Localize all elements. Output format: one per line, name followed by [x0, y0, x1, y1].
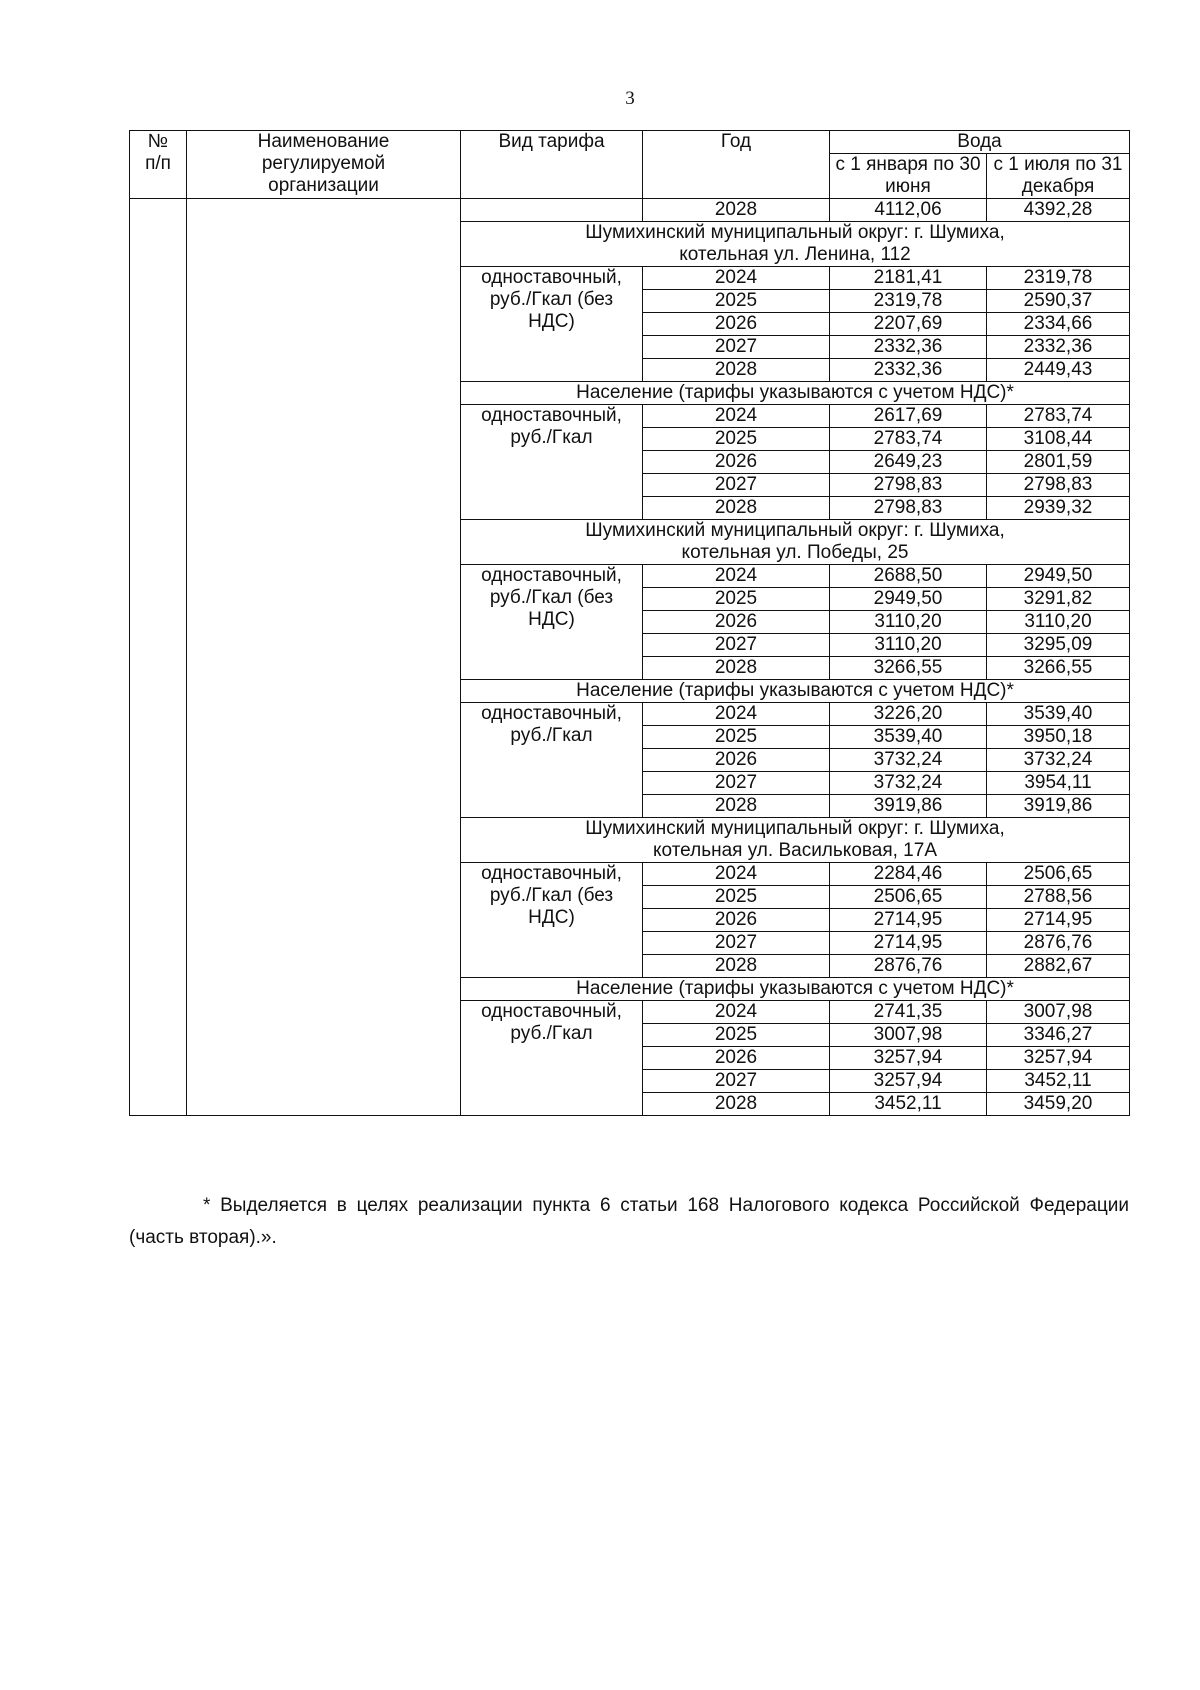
cell-value-2: 2801,59 [987, 451, 1130, 474]
cell-value-2: 2798,83 [987, 474, 1130, 497]
page-number: 3 [625, 88, 635, 109]
section-title: Шумихинский муниципальный округ: г. Шумиха, котельная ул. Ленина, 112 [461, 222, 1130, 267]
cell-value-1: 2949,50 [830, 588, 987, 611]
cell-value-2: 2939,32 [987, 497, 1130, 520]
header-row [130, 131, 1130, 154]
cell-org [187, 199, 461, 1116]
tariff-type-label: одноставочный, руб./Гкал [461, 1001, 643, 1116]
header-org: Наименование регулируемой организации [187, 131, 461, 199]
cell-value-2: 3954,11 [987, 772, 1130, 795]
cell-value-2: 3108,44 [987, 428, 1130, 451]
header-period-2: с 1 июля по 31 декабря [987, 154, 1130, 199]
cell-value-2: 2334,66 [987, 313, 1130, 336]
cell-value-2: 3459,20 [987, 1093, 1130, 1116]
section-title: Шумихинский муниципальный округ: г. Шумиха, котельная ул. Васильковая, 17А [461, 818, 1130, 863]
cell-value-2: 2949,50 [987, 565, 1130, 588]
cell-value-2: 2788,56 [987, 886, 1130, 909]
cell-value-2: 3266,55 [987, 657, 1130, 680]
cell-year: 2026 [643, 451, 830, 474]
tariff-type-label: одноставочный, руб./Гкал (без НДС) [461, 267, 643, 382]
cell-year: 2028 [643, 497, 830, 520]
header-water: Вода [830, 131, 1130, 154]
cell-value-1: 3539,40 [830, 726, 987, 749]
cell-value-1: 2688,50 [830, 565, 987, 588]
cell-value-1: 2876,76 [830, 955, 987, 978]
cell-year: 2028 [643, 657, 830, 680]
cell-value-2: 3539,40 [987, 703, 1130, 726]
tariff-table [129, 130, 1130, 1116]
cell-value-2: 3110,20 [987, 611, 1130, 634]
cell-year: 2026 [643, 611, 830, 634]
cell-value-1: 2207,69 [830, 313, 987, 336]
section-title: Шумихинский муниципальный округ: г. Шумиха, котельная ул. Победы, 25 [461, 520, 1130, 565]
cell-value-1: 2617,69 [830, 405, 987, 428]
cell-value-1: 3732,24 [830, 772, 987, 795]
cell-value-2: 2319,78 [987, 267, 1130, 290]
cell-value-2: 2882,67 [987, 955, 1130, 978]
cell-year: 2024 [643, 1001, 830, 1024]
cell-year: 2026 [643, 749, 830, 772]
header-year: Год [643, 131, 830, 199]
cell-value-1: 3110,20 [830, 634, 987, 657]
cell-value-1: 2506,65 [830, 886, 987, 909]
cell-year: 2028 [643, 1093, 830, 1116]
cell-value-1: 3266,55 [830, 657, 987, 680]
cell-year: 2025 [643, 726, 830, 749]
cell-value-2: 3919,86 [987, 795, 1130, 818]
cell-year: 2026 [643, 313, 830, 336]
cell-value-1: 4112,06 [830, 199, 987, 222]
group-heading: Население (тарифы указываются с учетом НДС)* [461, 382, 1130, 405]
cell-value-1: 2798,83 [830, 474, 987, 497]
cell-year: 2027 [643, 634, 830, 657]
cell-value-2: 3291,82 [987, 588, 1130, 611]
cell-year: 2027 [643, 1070, 830, 1093]
cell-value-1: 2741,35 [830, 1001, 987, 1024]
cell-year: 2025 [643, 1024, 830, 1047]
cell-value-2: 3295,09 [987, 634, 1130, 657]
cell-year: 2024 [643, 267, 830, 290]
cell-value-2: 2332,36 [987, 336, 1130, 359]
cell-year: 2027 [643, 336, 830, 359]
cell-value-1: 3732,24 [830, 749, 987, 772]
cell-value-1: 2319,78 [830, 290, 987, 313]
cell-value-2: 2449,43 [987, 359, 1130, 382]
table-row [130, 199, 1130, 222]
cell-year: 2028 [643, 359, 830, 382]
tariff-type-label: одноставочный, руб./Гкал (без НДС) [461, 863, 643, 978]
group-heading: Население (тарифы указываются с учетом НДС)* [461, 680, 1130, 703]
cell-year: 2027 [643, 772, 830, 795]
cell-value-1: 2332,36 [830, 359, 987, 382]
cell-year: 2027 [643, 474, 830, 497]
cell-value-2: 3257,94 [987, 1047, 1130, 1070]
cell-tariff-empty [461, 199, 643, 222]
cell-value-1: 3257,94 [830, 1047, 987, 1070]
header-period-1: с 1 января по 30 июня [830, 154, 987, 199]
cell-year: 2026 [643, 1047, 830, 1070]
cell-value-2: 2506,65 [987, 863, 1130, 886]
cell-year: 2024 [643, 703, 830, 726]
cell-value-1: 2181,41 [830, 267, 987, 290]
cell-value-2: 2590,37 [987, 290, 1130, 313]
cell-year: 2028 [643, 199, 830, 222]
cell-year: 2027 [643, 932, 830, 955]
group-heading: Население (тарифы указываются с учетом НДС)* [461, 978, 1130, 1001]
cell-value-1: 2714,95 [830, 909, 987, 932]
cell-value-1: 2332,36 [830, 336, 987, 359]
cell-value-2: 3007,98 [987, 1001, 1130, 1024]
cell-num [130, 199, 187, 1116]
cell-year: 2026 [643, 909, 830, 932]
cell-year: 2024 [643, 863, 830, 886]
header-tariff-type: Вид тарифа [461, 131, 643, 199]
cell-value-1: 2783,74 [830, 428, 987, 451]
cell-value-2: 3452,11 [987, 1070, 1130, 1093]
cell-value-1: 3452,11 [830, 1093, 987, 1116]
cell-year: 2024 [643, 405, 830, 428]
tariff-type-label: одноставочный, руб./Гкал [461, 405, 643, 520]
cell-value-1: 3110,20 [830, 611, 987, 634]
footnote: * Выделяется в целях реализации пункта 6 статьи 168 Налогового кодекса Российской Федерации (часть вторая).». [129, 1195, 1129, 1248]
cell-value-1: 3919,86 [830, 795, 987, 818]
cell-year: 2028 [643, 795, 830, 818]
header-num: № п/п [130, 131, 187, 199]
cell-value-2: 2714,95 [987, 909, 1130, 932]
cell-year: 2025 [643, 428, 830, 451]
cell-year: 2025 [643, 886, 830, 909]
cell-value-2: 3346,27 [987, 1024, 1130, 1047]
cell-value-1: 3226,20 [830, 703, 987, 726]
cell-value-2: 3950,18 [987, 726, 1130, 749]
tariff-type-label: одноставочный, руб./Гкал (без НДС) [461, 565, 643, 680]
cell-value-2: 3732,24 [987, 749, 1130, 772]
cell-value-1: 3257,94 [830, 1070, 987, 1093]
cell-year: 2028 [643, 955, 830, 978]
cell-value-2: 2876,76 [987, 932, 1130, 955]
cell-value-1: 2714,95 [830, 932, 987, 955]
cell-value-1: 2798,83 [830, 497, 987, 520]
tariff-type-label: одноставочный, руб./Гкал [461, 703, 643, 818]
cell-value-1: 3007,98 [830, 1024, 987, 1047]
cell-value-1: 2284,46 [830, 863, 987, 886]
cell-year: 2025 [643, 588, 830, 611]
cell-value-2: 4392,28 [987, 199, 1130, 222]
cell-value-1: 2649,23 [830, 451, 987, 474]
cell-year: 2025 [643, 290, 830, 313]
cell-year: 2024 [643, 565, 830, 588]
cell-value-2: 2783,74 [987, 405, 1130, 428]
